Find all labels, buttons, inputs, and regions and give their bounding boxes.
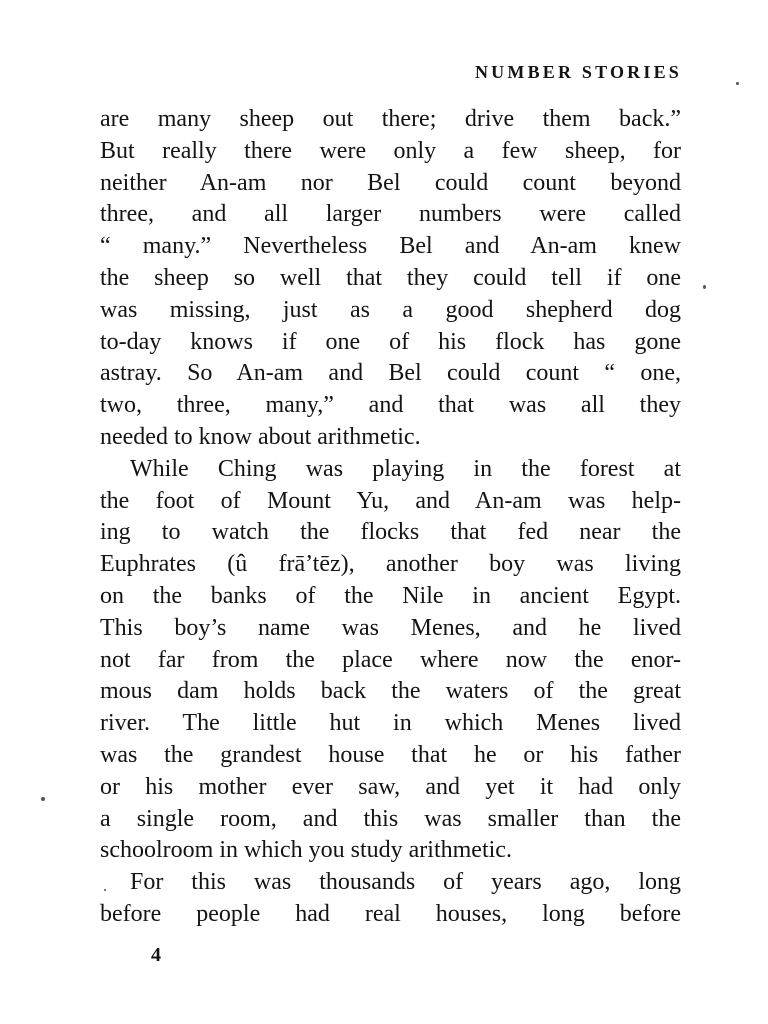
body-text <box>100 104 681 931</box>
text-line: two, three, many,” and that was all they <box>100 392 681 419</box>
running-head: NUMBER STORIES <box>474 62 682 82</box>
text-line: “ many.” Nevertheless Bel and An-am knew <box>100 233 681 260</box>
text-line: was missing, just as a good shepherd dog <box>100 296 681 323</box>
text-line: before people had real houses, long before <box>100 900 681 927</box>
text-line: three, and all larger numbers were called <box>100 201 681 228</box>
text-line: was the grandest house that he or his father <box>100 741 681 768</box>
text-line: a single room, and this was smaller than the <box>100 805 681 832</box>
text-line: Euphrates (û frā’tēz), another boy was living <box>100 551 681 578</box>
scan-speck <box>736 82 739 85</box>
text-line: But really there were only a few sheep, for <box>100 137 681 164</box>
text-line: This boy’s name was Menes, and he lived <box>100 614 681 641</box>
text-line: needed to know about arithmetic. <box>100 423 421 450</box>
paragraph-start-line: While Ching was playing in the forest at <box>130 455 681 482</box>
text-line: not far from the place where now the enor- <box>100 646 681 673</box>
page-number: 4 <box>151 944 161 966</box>
scan-speck <box>104 889 106 891</box>
text-line: the sheep so well that they could tell if one <box>100 264 681 291</box>
text-line: neither An-am nor Bel could count beyond <box>100 169 681 196</box>
text-line: river. The little hut in which Menes lived <box>100 710 681 737</box>
text-line: the foot of Mount Yu, and An-am was help- <box>100 487 681 514</box>
text-line: on the banks of the Nile in ancient Egypt. <box>100 582 681 609</box>
text-line: or his mother ever saw, and yet it had only <box>100 773 681 800</box>
text-line: astray. So An-am and Bel could count “ one, <box>100 360 681 387</box>
text-line: schoolroom in which you study arithmetic. <box>100 837 512 864</box>
text-line: ing to watch the flocks that fed near the <box>100 519 681 546</box>
paragraph-start-line: For this was thousands of years ago, long <box>130 869 681 896</box>
scan-speck <box>703 285 706 289</box>
scan-speck <box>41 797 45 801</box>
text-line: mous dam holds back the waters of the great <box>100 678 681 705</box>
text-line: to-day knows if one of his flock has gone <box>100 328 681 355</box>
text-line: are many sheep out there; drive them back.” <box>100 106 681 132</box>
